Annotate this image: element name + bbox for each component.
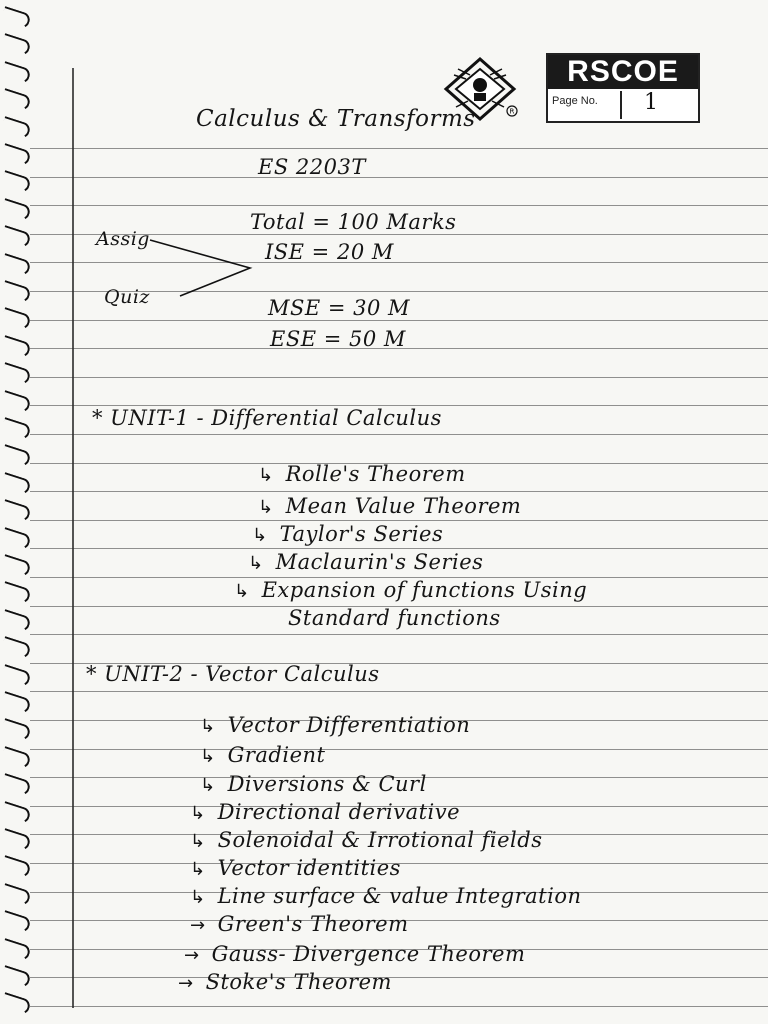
assignment-label: Assig bbox=[96, 228, 150, 250]
unit-1-topic: ↳ Taylor's Series bbox=[252, 522, 444, 546]
ruled-line bbox=[30, 548, 768, 549]
spiral-ring bbox=[0, 609, 32, 633]
spiral-ring bbox=[0, 335, 32, 359]
total-marks: Total = 100 Marks bbox=[250, 210, 457, 234]
spiral-ring bbox=[0, 581, 32, 605]
spiral-ring bbox=[0, 938, 32, 962]
page-number: 1 bbox=[644, 90, 658, 115]
spiral-ring bbox=[0, 691, 32, 715]
unit-2-topic: ↳ Solenoidal & Irrotional fields bbox=[190, 828, 543, 852]
spiral-ring bbox=[0, 33, 32, 57]
spiral-ring bbox=[0, 253, 32, 277]
ruled-line bbox=[30, 977, 768, 978]
spiral-ring bbox=[0, 444, 32, 468]
ruled-line bbox=[30, 749, 768, 750]
unit-1-topic-continued: Standard functions bbox=[288, 606, 501, 630]
hook-arrow-icon: ↳ bbox=[190, 859, 206, 880]
hook-arrow-icon: ↳ bbox=[248, 553, 264, 574]
spiral-ring bbox=[0, 143, 32, 167]
ruled-line bbox=[30, 634, 768, 635]
ise-marks: ISE = 20 M bbox=[265, 240, 394, 264]
unit-2-heading: * UNIT-2 - Vector Calculus bbox=[86, 662, 380, 686]
spiral-ring bbox=[0, 88, 32, 112]
spiral-ring bbox=[0, 527, 32, 551]
spiral-ring bbox=[0, 116, 32, 140]
ruled-line bbox=[30, 205, 768, 206]
hook-arrow-icon: ↳ bbox=[190, 887, 206, 908]
spiral-ring bbox=[0, 225, 32, 249]
hook-arrow-icon: ↳ bbox=[190, 803, 206, 824]
rscoe-page-badge bbox=[546, 53, 700, 123]
unit-2-topic: → Green's Theorem bbox=[190, 912, 409, 936]
spiral-ring bbox=[0, 801, 32, 825]
spiral-ring bbox=[0, 718, 32, 742]
marks-split-lines bbox=[140, 228, 260, 308]
ruled-line bbox=[30, 520, 768, 521]
unit-1-topic: ↳ Mean Value Theorem bbox=[258, 494, 522, 518]
right-arrow-icon: → bbox=[178, 973, 194, 994]
ruled-line bbox=[30, 177, 768, 178]
ruled-line bbox=[30, 691, 768, 692]
quiz-label: Quiz bbox=[104, 286, 150, 308]
spiral-ring bbox=[0, 307, 32, 331]
spiral-ring bbox=[0, 499, 32, 523]
rscoe-label: RSCOE bbox=[548, 55, 698, 89]
unit-1-heading: * UNIT-1 - Differential Calculus bbox=[92, 406, 442, 430]
unit-2-topic: ↳ Vector Differentiation bbox=[200, 713, 471, 737]
right-arrow-icon: → bbox=[190, 915, 206, 936]
hook-arrow-icon: ↳ bbox=[200, 746, 216, 767]
ese-marks: ESE = 50 M bbox=[270, 327, 406, 351]
spiral-ring bbox=[0, 280, 32, 304]
spiral-ring bbox=[0, 992, 32, 1016]
hook-arrow-icon: ↳ bbox=[252, 525, 268, 546]
svg-text:R: R bbox=[509, 107, 515, 116]
ruled-line bbox=[30, 320, 768, 321]
unit-2-topic: ↳ Line surface & value Integration bbox=[190, 884, 582, 908]
right-arrow-icon: → bbox=[184, 945, 200, 966]
unit-2-topic: ↳ Diversions & Curl bbox=[200, 772, 427, 796]
hook-arrow-icon: ↳ bbox=[200, 716, 216, 737]
hook-arrow-icon: ↳ bbox=[190, 831, 206, 852]
hook-arrow-icon: ↳ bbox=[258, 465, 274, 486]
mse-marks: MSE = 30 M bbox=[268, 296, 411, 320]
spiral-ring bbox=[0, 554, 32, 578]
spiral-ring bbox=[0, 883, 32, 907]
spiral-ring bbox=[0, 773, 32, 797]
spiral-ring bbox=[0, 664, 32, 688]
unit-1-topic: ↳ Rolle's Theorem bbox=[258, 462, 466, 486]
hook-arrow-icon: ↳ bbox=[234, 581, 250, 602]
spiral-ring bbox=[0, 61, 32, 85]
spiral-ring bbox=[0, 170, 32, 194]
spiral-ring bbox=[0, 910, 32, 934]
hook-arrow-icon: ↳ bbox=[258, 497, 274, 518]
unit-1-topic: ↳ Expansion of functions Using bbox=[234, 578, 588, 602]
ruled-line bbox=[30, 491, 768, 492]
spiral-ring bbox=[0, 390, 32, 414]
unit-1-topic: ↳ Maclaurin's Series bbox=[248, 550, 484, 574]
page-title: Calculus & Transforms bbox=[196, 106, 476, 132]
course-code: ES 2203T bbox=[258, 155, 366, 179]
margin-line bbox=[72, 68, 74, 1008]
ruled-line bbox=[30, 377, 768, 378]
ruled-line bbox=[30, 1006, 768, 1007]
ruled-line bbox=[30, 148, 768, 149]
unit-2-topic: ↳ Directional derivative bbox=[190, 800, 461, 824]
spiral-ring bbox=[0, 472, 32, 496]
unit-2-topic: ↳ Gradient bbox=[200, 743, 326, 767]
spiral-ring bbox=[0, 417, 32, 441]
spiral-ring bbox=[0, 636, 32, 660]
badge-divider bbox=[620, 91, 622, 119]
ruled-line bbox=[30, 434, 768, 435]
spiral-ring bbox=[0, 362, 32, 386]
unit-2-topic: → Stoke's Theorem bbox=[178, 970, 392, 994]
spiral-ring bbox=[0, 828, 32, 852]
spiral-ring bbox=[0, 198, 32, 222]
spiral-ring bbox=[0, 6, 32, 30]
hook-arrow-icon: ↳ bbox=[200, 775, 216, 796]
unit-2-topic: ↳ Vector identities bbox=[190, 856, 401, 880]
page-no-label: Page No. bbox=[552, 95, 598, 107]
unit-2-topic: → Gauss- Divergence Theorem bbox=[184, 942, 526, 966]
spiral-ring bbox=[0, 746, 32, 770]
spiral-ring bbox=[0, 965, 32, 989]
spiral-ring bbox=[0, 855, 32, 879]
